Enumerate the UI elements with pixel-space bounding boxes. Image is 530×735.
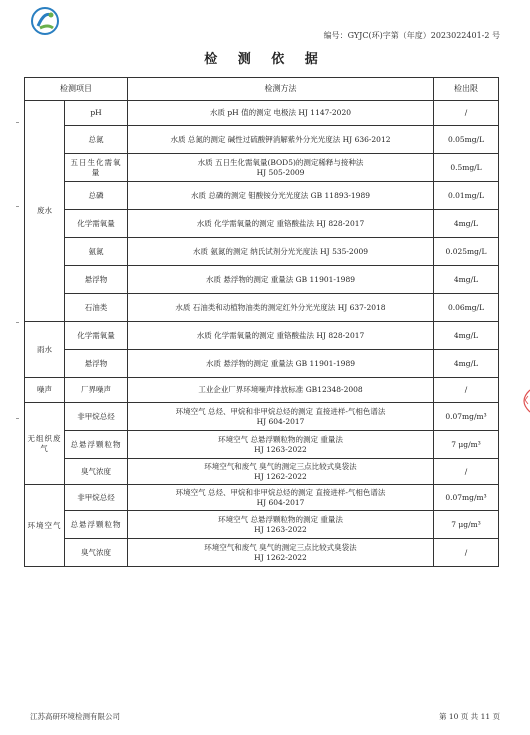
table-row — [25, 322, 499, 350]
method-line: 环境空气 总悬浮颗粒物的测定 重量法 — [218, 514, 343, 524]
detection-basis-table — [24, 77, 499, 567]
category-cell: 无组织废气 — [25, 403, 65, 485]
limit-cell: 7 μg/m³ — [434, 511, 499, 539]
item-cell: 非甲烷总烃 — [65, 403, 128, 431]
item-cell: 厂界噪声 — [65, 378, 128, 403]
item-cell: 悬浮物 — [65, 350, 128, 378]
company-name: 江苏高研环境检测有限公司 — [30, 712, 120, 721]
method-line: HJ 604-2017 — [256, 497, 305, 507]
limit-cell: / — [434, 459, 499, 485]
item-cell: 臭气浓度 — [65, 459, 128, 485]
item-cell: pH — [65, 101, 128, 126]
method-line: HJ 1262-2022 — [254, 552, 307, 562]
method-cell — [128, 459, 434, 485]
limit-cell: 4mg/L — [434, 322, 499, 350]
stamp-fragment — [516, 388, 530, 414]
method-cell: 水质 化学需氧量的测定 重铬酸盐法 HJ 828-2017 — [128, 322, 434, 350]
method-cell: 水质 氨氮的测定 纳氏试剂分光光度法 HJ 535-2009 — [128, 238, 434, 266]
table-row — [25, 511, 499, 539]
page-title: 检 测 依 据 — [204, 52, 326, 67]
table-row — [25, 294, 499, 322]
table-row — [25, 350, 499, 378]
item-cell: 总磷 — [65, 182, 128, 210]
table-row — [25, 154, 499, 182]
table-row — [25, 101, 499, 126]
method-line: 环境空气 总烃、甲烷和非甲烷总烃的测定 直接进样-气相色谱法 — [175, 406, 386, 416]
column-header-limit: 检出限 — [434, 78, 499, 101]
limit-cell: / — [434, 539, 499, 567]
margin-mark — [16, 206, 19, 207]
method-cell — [128, 431, 434, 459]
method-cell: 水质 总磷的测定 钼酸铵分光光度法 GB 11893-1989 — [128, 182, 434, 210]
page-number: 第 10 页 共 11 页 — [438, 712, 500, 721]
item-cell: 臭气浓度 — [65, 539, 128, 567]
method-cell — [128, 154, 434, 182]
method-line: 环境空气和废气 臭气的测定三点比较式臭袋法 — [204, 461, 357, 471]
table-row — [25, 539, 499, 567]
method-line: HJ 1263-2022 — [254, 444, 307, 454]
method-line: 环境空气 总悬浮颗粒物的测定 重量法 — [218, 434, 343, 444]
category-cell: 环境空气 — [25, 485, 65, 567]
method-line: HJ 604-2017 — [256, 416, 305, 426]
margin-mark — [16, 418, 19, 419]
method-cell — [128, 485, 434, 511]
method-line: 水质 五日生化需氧量(BOD5)的测定稀释与接种法 — [197, 157, 364, 167]
method-cell — [128, 511, 434, 539]
category-cell: 废水 — [25, 101, 65, 322]
item-cell: 总悬浮颗粒物 — [65, 511, 128, 539]
item-cell: 化学需氧量 — [65, 322, 128, 350]
limit-cell: 7 μg/m³ — [434, 431, 499, 459]
document-number: 编号：GYJC(环)字第（年度）2023022401-2 号 — [323, 31, 500, 40]
margin-mark — [16, 322, 19, 323]
method-line: HJ 1263-2022 — [254, 524, 307, 534]
item-cell: 总氮 — [65, 126, 128, 154]
item-cell: 石油类 — [65, 294, 128, 322]
limit-cell: / — [434, 101, 499, 126]
method-cell — [128, 403, 434, 431]
method-cell: 水质 悬浮物的测定 重量法 GB 11901-1989 — [128, 350, 434, 378]
limit-cell: 0.05mg/L — [434, 126, 499, 154]
table-row — [25, 459, 499, 485]
limit-cell: 4mg/L — [434, 210, 499, 238]
table-row — [25, 403, 499, 431]
table-row — [25, 378, 499, 403]
method-line: HJ 1262-2022 — [254, 471, 307, 481]
method-line: HJ 505-2009 — [256, 167, 305, 177]
table-row — [25, 238, 499, 266]
method-line: 环境空气 总烃、甲烷和非甲烷总烃的测定 直接进样-气相色谱法 — [175, 487, 386, 497]
table-row — [25, 182, 499, 210]
limit-cell: 0.07mg/m³ — [434, 485, 499, 511]
table-row — [25, 485, 499, 511]
method-cell: 水质 悬浮物的测定 重量法 GB 11901-1989 — [128, 266, 434, 294]
limit-cell: 4mg/L — [434, 266, 499, 294]
limit-cell: 0.07mg/m³ — [434, 403, 499, 431]
table-row — [25, 210, 499, 238]
table-row — [25, 431, 499, 459]
method-cell: 水质 总氮的测定 碱性过硫酸钾消解紫外分光光度法 HJ 636-2012 — [128, 126, 434, 154]
company-logo — [30, 6, 60, 36]
method-cell: 水质 化学需氧量的测定 重铬酸盐法 HJ 828-2017 — [128, 210, 434, 238]
method-cell: 水质 pH 值的测定 电极法 HJ 1147-2020 — [128, 101, 434, 126]
method-cell: 工业企业厂界环境噪声排放标准 GB12348-2008 — [128, 378, 434, 403]
item-cell: 五日生化需氧量 — [65, 154, 128, 182]
item-cell: 化学需氧量 — [65, 210, 128, 238]
limit-cell: 0.01mg/L — [434, 182, 499, 210]
limit-cell: 0.025mg/L — [434, 238, 499, 266]
category-cell: 雨水 — [25, 322, 65, 378]
column-header-method: 检测方法 — [128, 78, 434, 101]
table-header-row — [25, 78, 499, 101]
table-row — [25, 266, 499, 294]
limit-cell: 4mg/L — [434, 350, 499, 378]
table-row — [25, 126, 499, 154]
method-line: 环境空气和废气 臭气的测定三点比较式臭袋法 — [204, 542, 357, 552]
column-header-item: 检测项目 — [25, 78, 128, 101]
item-cell: 氨氮 — [65, 238, 128, 266]
limit-cell: 0.06mg/L — [434, 294, 499, 322]
category-cell: 噪声 — [25, 378, 65, 403]
method-cell — [128, 539, 434, 567]
limit-cell: / — [434, 378, 499, 403]
item-cell: 总悬浮颗粒物 — [65, 431, 128, 459]
method-cell: 水质 石油类和动植物油类的测定红外分光光度法 HJ 637-2018 — [128, 294, 434, 322]
item-cell: 非甲烷总烃 — [65, 485, 128, 511]
limit-cell: 0.5mg/L — [434, 154, 499, 182]
item-cell: 悬浮物 — [65, 266, 128, 294]
margin-mark — [16, 122, 19, 123]
